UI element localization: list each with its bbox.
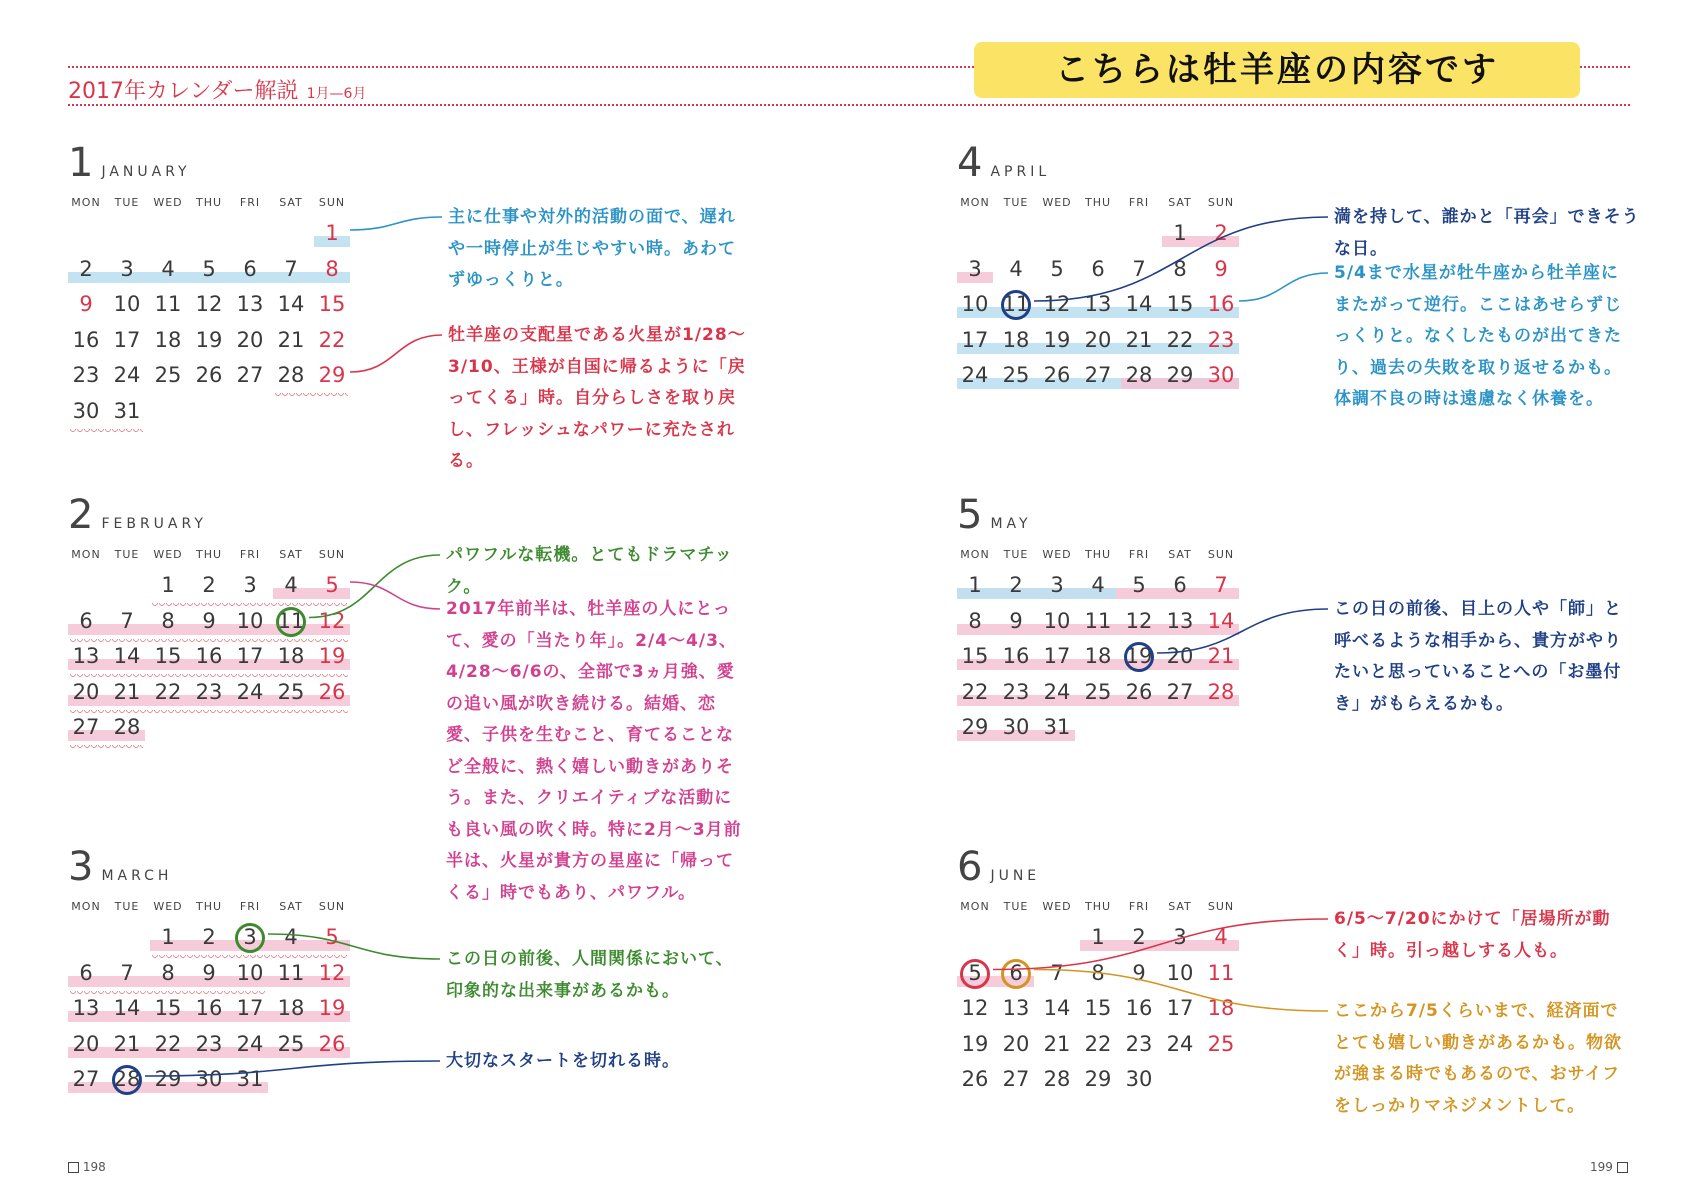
- book-icon: [1617, 1162, 1628, 1173]
- apr-day-27: 27: [1084, 363, 1112, 387]
- jun-day-12: 12: [961, 996, 989, 1020]
- apr-day-22: 22: [1166, 327, 1194, 352]
- jun-day-4: 4: [1214, 925, 1228, 949]
- month-name: MARCH: [101, 868, 173, 884]
- weekday-tue: TUE: [114, 196, 140, 209]
- may-day-18: 18: [1084, 644, 1112, 668]
- may-day-17: 17: [1043, 644, 1071, 668]
- weekday-tue: TUE: [114, 548, 140, 561]
- page-subtitle: 1月—6月: [306, 86, 367, 102]
- apr-day-24: 24: [961, 363, 989, 387]
- may-day-20: 20: [1166, 644, 1194, 668]
- weekday-sat: SAT: [1168, 548, 1192, 561]
- jun-day-28: 28: [1043, 1067, 1071, 1091]
- mar-day-21: 21: [113, 1031, 141, 1056]
- jan-day-23: 23: [72, 363, 100, 387]
- jun-day-9: 9: [1132, 960, 1146, 985]
- weekday-wed: WED: [153, 196, 183, 209]
- jun-day-21: 21: [1043, 1031, 1071, 1056]
- apr-day-18: 18: [1002, 327, 1030, 352]
- mar-day-31: 31: [236, 1067, 264, 1091]
- feb-day-18: 18: [277, 644, 305, 668]
- feb-day-23: 23: [195, 679, 223, 704]
- feb-day-1: 1: [161, 573, 175, 597]
- may-day-22: 22: [961, 679, 989, 704]
- apr-day-25: 25: [1002, 363, 1030, 387]
- jan-day-5: 5: [202, 256, 216, 281]
- jun-day-24: 24: [1166, 1031, 1194, 1056]
- jan-day-7: 7: [284, 256, 298, 281]
- weekday-fri: FRI: [1128, 900, 1150, 913]
- apr-day-12: 12: [1043, 292, 1071, 316]
- feb-day-19: 19: [318, 644, 346, 668]
- jan-day-21: 21: [277, 327, 305, 352]
- mar-day-17: 17: [236, 996, 264, 1020]
- mar-day-19: 19: [318, 996, 346, 1020]
- month-name: FEBRUARY: [101, 516, 207, 532]
- may-day-16: 16: [1002, 644, 1030, 668]
- feb-day-25: 25: [277, 679, 305, 704]
- month-number: 4: [957, 140, 983, 186]
- mar-day-2: 2: [202, 925, 216, 949]
- jun-day-7: 7: [1050, 960, 1064, 985]
- jan-day-17: 17: [113, 327, 141, 352]
- note-feb-1: パワフルな転機。とてもドラマチック。: [446, 545, 733, 597]
- footer-right: [1590, 1160, 1628, 1174]
- mar-day-3: 3: [243, 925, 257, 949]
- weekday-mon: MON: [71, 548, 101, 561]
- feb-day-15: 15: [154, 644, 182, 668]
- mar-day-4: 4: [284, 925, 298, 949]
- mar-day-10: 10: [236, 960, 264, 985]
- feb-day-9: 9: [202, 608, 216, 633]
- weekday-fri: FRI: [1128, 548, 1150, 561]
- jan-day-22: 22: [318, 327, 346, 352]
- feb-day-2: 2: [202, 573, 216, 597]
- mar-day-30: 30: [195, 1067, 223, 1091]
- jun-day-6: 6: [1009, 960, 1023, 985]
- weekday-wed: WED: [1042, 900, 1072, 913]
- feb-day-16: 16: [195, 644, 223, 668]
- apr-day-7: 7: [1132, 256, 1146, 281]
- may-day-21: 21: [1207, 644, 1235, 668]
- feb-day-4: 4: [284, 573, 298, 597]
- footer-left: [68, 1160, 106, 1174]
- connector-line: [1239, 273, 1328, 301]
- weekday-thu: THU: [195, 196, 223, 209]
- jan-day-2: 2: [79, 256, 93, 281]
- jun-day-16: 16: [1125, 996, 1153, 1020]
- jun-day-30: 30: [1125, 1067, 1153, 1091]
- weekday-sun: SUN: [318, 548, 346, 561]
- mar-day-11: 11: [277, 960, 305, 985]
- apr-day-23: 23: [1207, 327, 1235, 352]
- weekday-thu: THU: [195, 548, 223, 561]
- jun-day-18: 18: [1207, 996, 1235, 1020]
- jun-day-3: 3: [1173, 925, 1187, 949]
- feb-day-8: 8: [161, 608, 175, 633]
- feb-day-6: 6: [79, 608, 93, 633]
- apr-day-30: 30: [1207, 363, 1235, 387]
- weekday-sun: SUN: [1207, 900, 1235, 913]
- mar-day-27: 27: [72, 1067, 100, 1091]
- weekday-wed: WED: [153, 548, 183, 561]
- jan-day-28: 28: [277, 363, 305, 387]
- weekday-mon: MON: [960, 548, 990, 561]
- weekday-sat: SAT: [279, 196, 303, 209]
- weekday-fri: FRI: [239, 196, 261, 209]
- mar-day-13: 13: [72, 996, 100, 1020]
- jan-day-16: 16: [72, 327, 100, 352]
- page-title-text: 2017年カレンダー解説: [68, 79, 299, 104]
- apr-day-6: 6: [1091, 256, 1105, 281]
- month-name: JUNE: [990, 868, 1041, 884]
- apr-day-4: 4: [1009, 256, 1023, 281]
- jan-day-1: 1: [325, 221, 339, 245]
- zodiac-banner: こちらは牡羊座の内容です: [974, 42, 1580, 98]
- weekday-thu: THU: [1084, 196, 1112, 209]
- apr-day-15: 15: [1166, 292, 1194, 316]
- weekday-sun: SUN: [318, 196, 346, 209]
- jan-day-13: 13: [236, 292, 264, 316]
- jun-day-2: 2: [1132, 925, 1146, 949]
- feb-day-12: 12: [318, 608, 346, 633]
- jun-day-19: 19: [961, 1031, 989, 1056]
- apr-day-26: 26: [1043, 363, 1071, 387]
- connector-line: [145, 1061, 440, 1076]
- may-day-11: 11: [1084, 608, 1112, 633]
- apr-day-19: 19: [1043, 327, 1071, 352]
- may-day-7: 7: [1214, 573, 1228, 597]
- connector-line: [993, 919, 1328, 970]
- month-number: 6: [957, 844, 983, 890]
- weekday-sat: SAT: [279, 900, 303, 913]
- weekday-tue: TUE: [114, 900, 140, 913]
- month-name: APRIL: [990, 164, 1051, 180]
- month-number: 3: [68, 844, 94, 890]
- apr-day-2: 2: [1214, 221, 1228, 245]
- note-jun-1: 6/5〜7/20にかけて「居場所が動く」時。引っ越しする人も。: [1334, 909, 1611, 961]
- jan-day-14: 14: [277, 292, 305, 316]
- weekday-fri: FRI: [239, 548, 261, 561]
- feb-day-7: 7: [120, 608, 134, 633]
- may-day-24: 24: [1043, 679, 1071, 704]
- apr-day-14: 14: [1125, 292, 1153, 316]
- weekday-wed: WED: [1042, 196, 1072, 209]
- mar-day-20: 20: [72, 1031, 100, 1056]
- may-day-28: 28: [1207, 679, 1235, 704]
- may-day-27: 27: [1166, 679, 1194, 704]
- weekday-tue: TUE: [1003, 196, 1029, 209]
- feb-day-14: 14: [113, 644, 141, 668]
- weekday-sun: SUN: [318, 900, 346, 913]
- apr-day-17: 17: [961, 327, 989, 352]
- weekday-tue: TUE: [1003, 900, 1029, 913]
- may-day-12: 12: [1125, 608, 1153, 633]
- month-number: 5: [957, 492, 983, 538]
- apr-day-20: 20: [1084, 327, 1112, 352]
- feb-day-13: 13: [72, 644, 100, 668]
- feb-day-10: 10: [236, 608, 264, 633]
- month-name: JANUARY: [101, 164, 191, 180]
- apr-day-21: 21: [1125, 327, 1153, 352]
- may-day-29: 29: [961, 715, 989, 739]
- apr-day-29: 29: [1166, 363, 1194, 387]
- apr-day-11: 11: [1002, 292, 1030, 316]
- jan-day-11: 11: [154, 292, 182, 316]
- note-mar-1: この日の前後、人間関係において、印象的な出来事があるかも。: [446, 949, 734, 1001]
- month-number: 2: [68, 492, 94, 538]
- jan-day-19: 19: [195, 327, 223, 352]
- jan-day-27: 27: [236, 363, 264, 387]
- mar-day-18: 18: [277, 996, 305, 1020]
- may-day-26: 26: [1125, 679, 1153, 704]
- weekday-fri: FRI: [239, 900, 261, 913]
- apr-day-3: 3: [968, 256, 982, 281]
- apr-day-28: 28: [1125, 363, 1153, 387]
- feb-day-28: 28: [113, 715, 141, 739]
- note-jan-1: 主に仕事や対外的活動の面で、遅れや一時停止が生じやすい時。あわてずゆっくりと。: [448, 207, 736, 290]
- jun-day-14: 14: [1043, 996, 1071, 1020]
- may-day-15: 15: [961, 644, 989, 668]
- connector-line: [350, 335, 442, 372]
- weekday-sat: SAT: [279, 548, 303, 561]
- may-day-3: 3: [1050, 573, 1064, 597]
- weekday-tue: TUE: [1003, 548, 1029, 561]
- note-jan-2: 牡羊座の支配星である火星が1/28〜3/10、王様が自国に帰るように「戻ってくる」時。自分らしさを取り戻し、フレッシュなパワーに充たされる。: [448, 325, 746, 471]
- may-day-23: 23: [1002, 679, 1030, 704]
- jan-day-31: 31: [113, 398, 141, 423]
- jan-day-24: 24: [113, 363, 141, 387]
- apr-day-8: 8: [1173, 256, 1187, 281]
- connector-line: [268, 934, 440, 959]
- may-day-6: 6: [1173, 573, 1187, 597]
- month-name: MAY: [990, 516, 1032, 532]
- weekday-wed: WED: [1042, 548, 1072, 561]
- apr-day-5: 5: [1050, 256, 1064, 281]
- jun-day-27: 27: [1002, 1067, 1030, 1091]
- feb-day-27: 27: [72, 715, 100, 739]
- note-may-1: この日の前後、目上の人や「師」と呼べるような相手から、貴方がやりたいと思っていることへの「お墨付き」がもらえるかも。: [1334, 599, 1622, 714]
- jan-day-25: 25: [154, 363, 182, 387]
- weekday-mon: MON: [960, 900, 990, 913]
- jun-day-25: 25: [1207, 1031, 1235, 1056]
- feb-day-22: 22: [154, 679, 182, 704]
- mar-day-12: 12: [318, 960, 346, 985]
- note-apr-1: 満を持して、誰かと「再会」できそうな日。: [1334, 207, 1640, 259]
- jun-day-11: 11: [1207, 960, 1235, 985]
- weekday-thu: THU: [1084, 900, 1112, 913]
- note-apr-2: 5/4まで水星が牡牛座から牡羊座にまたがって逆行。ここはあせらずじっくりと。なくしたものが出てきたり、過去の失敗を取り返せるかも。体調不良の時は遠慮なく休養を。: [1334, 263, 1622, 409]
- may-day-10: 10: [1043, 608, 1071, 633]
- jun-day-1: 1: [1091, 925, 1105, 949]
- jun-day-20: 20: [1002, 1031, 1030, 1056]
- jun-day-26: 26: [961, 1067, 989, 1091]
- weekday-thu: THU: [195, 900, 223, 913]
- weekday-sun: SUN: [1207, 196, 1235, 209]
- weekday-sat: SAT: [1168, 900, 1192, 913]
- may-day-30: 30: [1002, 715, 1030, 739]
- note-mar-2: 大切なスタートを切れる時。: [446, 1051, 680, 1071]
- mar-day-29: 29: [154, 1067, 182, 1091]
- feb-day-5: 5: [325, 573, 339, 597]
- jan-day-12: 12: [195, 292, 223, 316]
- may-day-5: 5: [1132, 573, 1146, 597]
- connector-line: [1034, 217, 1328, 301]
- mar-day-24: 24: [236, 1031, 264, 1056]
- may-day-2: 2: [1009, 573, 1023, 597]
- feb-day-17: 17: [236, 644, 264, 668]
- may-day-9: 9: [1009, 608, 1023, 633]
- jan-day-30: 30: [72, 398, 100, 423]
- feb-day-20: 20: [72, 679, 100, 704]
- mar-day-28: 28: [113, 1067, 141, 1091]
- mar-day-26: 26: [318, 1031, 346, 1056]
- jan-day-3: 3: [120, 256, 134, 281]
- apr-day-16: 16: [1207, 292, 1235, 316]
- connector-line: [350, 217, 442, 230]
- jun-day-29: 29: [1084, 1067, 1112, 1091]
- jan-day-9: 9: [79, 292, 93, 316]
- mar-day-7: 7: [120, 960, 134, 985]
- jun-day-23: 23: [1125, 1031, 1153, 1056]
- mar-day-9: 9: [202, 960, 216, 985]
- weekday-mon: MON: [71, 900, 101, 913]
- jun-day-17: 17: [1166, 996, 1194, 1020]
- jan-day-10: 10: [113, 292, 141, 316]
- jun-day-22: 22: [1084, 1031, 1112, 1056]
- apr-day-1: 1: [1173, 221, 1187, 245]
- mar-day-22: 22: [154, 1031, 182, 1056]
- feb-day-11: 11: [277, 608, 305, 633]
- may-day-19: 19: [1125, 644, 1153, 668]
- jan-day-26: 26: [195, 363, 223, 387]
- weekday-wed: WED: [153, 900, 183, 913]
- mar-day-25: 25: [277, 1031, 305, 1056]
- may-day-14: 14: [1207, 608, 1235, 633]
- jan-day-6: 6: [243, 256, 257, 281]
- feb-day-3: 3: [243, 573, 257, 597]
- feb-day-24: 24: [236, 679, 264, 704]
- mar-day-8: 8: [161, 960, 175, 985]
- apr-day-10: 10: [961, 292, 989, 316]
- feb-day-21: 21: [113, 679, 141, 704]
- connector-line: [1034, 970, 1328, 1012]
- month-number: 1: [68, 140, 94, 186]
- jun-day-5: 5: [968, 960, 982, 985]
- mar-day-16: 16: [195, 996, 223, 1020]
- may-day-4: 4: [1091, 573, 1105, 597]
- connector-line: [1157, 609, 1328, 653]
- may-day-8: 8: [968, 608, 982, 633]
- mar-day-6: 6: [79, 960, 93, 985]
- mar-day-5: 5: [325, 925, 339, 949]
- weekday-sun: SUN: [1207, 548, 1235, 561]
- weekday-mon: MON: [71, 196, 101, 209]
- mar-day-23: 23: [195, 1031, 223, 1056]
- page-number-left: 198: [82, 1160, 106, 1174]
- may-day-25: 25: [1084, 679, 1112, 704]
- feb-day-26: 26: [318, 679, 346, 704]
- jun-day-10: 10: [1166, 960, 1194, 985]
- apr-day-13: 13: [1084, 292, 1112, 316]
- weekday-fri: FRI: [1128, 196, 1150, 209]
- jan-day-29: 29: [318, 363, 346, 387]
- jan-day-8: 8: [325, 256, 339, 281]
- weekday-sat: SAT: [1168, 196, 1192, 209]
- weekday-thu: THU: [1084, 548, 1112, 561]
- jan-day-18: 18: [154, 327, 182, 352]
- jan-day-15: 15: [318, 292, 346, 316]
- jun-day-8: 8: [1091, 960, 1105, 985]
- weekday-mon: MON: [960, 196, 990, 209]
- mar-day-14: 14: [113, 996, 141, 1020]
- mar-day-1: 1: [161, 925, 175, 949]
- may-day-31: 31: [1043, 715, 1071, 739]
- calendar-icon: [68, 1162, 79, 1173]
- may-day-1: 1: [968, 573, 982, 597]
- jan-day-4: 4: [161, 256, 175, 281]
- note-jun-2: ここから7/5くらいまで、経済面でとても嬉しい動きがあるかも。物欲が強まる時でもあるので、おサイフをしっかりマネジメントして。: [1334, 1001, 1622, 1116]
- jun-day-15: 15: [1084, 996, 1112, 1020]
- apr-day-9: 9: [1214, 256, 1228, 281]
- jun-day-13: 13: [1002, 996, 1030, 1020]
- jan-day-20: 20: [236, 327, 264, 352]
- page-number-right: 199: [1590, 1160, 1613, 1174]
- note-feb-2: 2017年前半は、牡羊座の人にとって、愛の「当たり年」。2/4〜4/3、4/28〜6/6の、全部で3ヵ月強、愛の追い風が吹き続ける。結婚、恋愛、子供を生むこと、育てることなど全般に、熱く嬉しい動きがありそう。また、クリエイティブな活動にも良い風の吹く時。特に2月〜3月前半は、火星が貴方の星座に「帰ってくる」時でもあり、パワフル。: [446, 599, 742, 903]
- may-day-13: 13: [1166, 608, 1194, 633]
- mar-day-15: 15: [154, 996, 182, 1020]
